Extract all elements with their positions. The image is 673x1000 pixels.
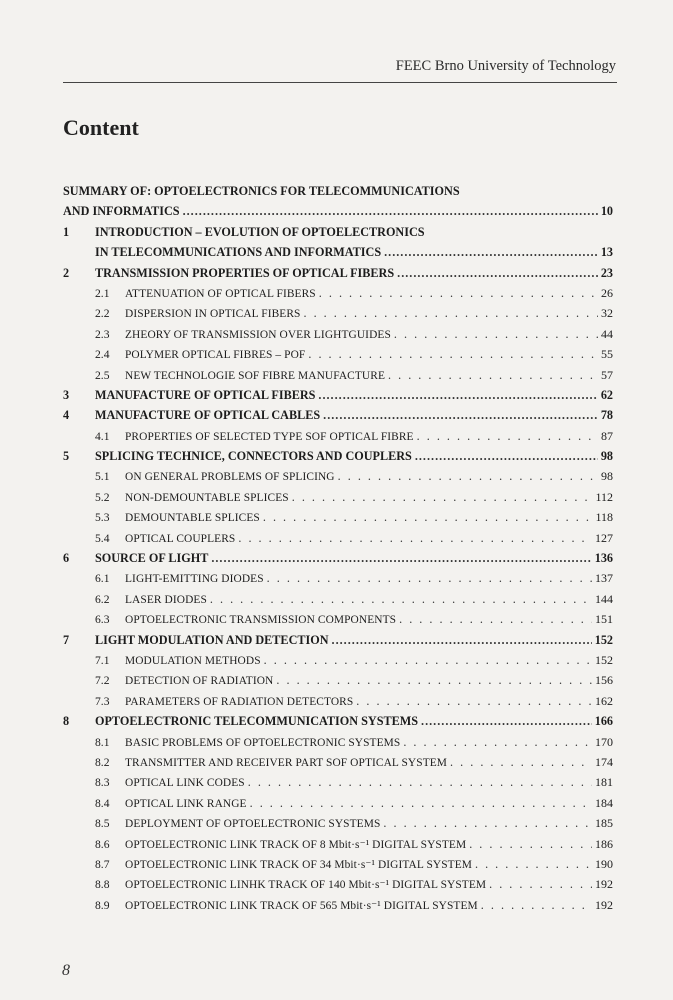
toc-page-number: 192 [595, 877, 613, 892]
toc-page-number: 127 [595, 530, 613, 545]
dot-leader [319, 283, 598, 303]
toc-chapter-4[interactable] [63, 405, 613, 425]
toc-section-5-3[interactable] [63, 507, 613, 527]
toc-section-8-4[interactable] [63, 793, 613, 813]
toc-chapter-1[interactable] [63, 242, 613, 262]
dot-leader [238, 528, 592, 548]
toc-page-number: 118 [595, 510, 613, 525]
toc-entry-title: OPTOELECTRONIC TRANSMISSION COMPONENTS [125, 614, 397, 627]
toc-page-number: 10 [600, 204, 613, 219]
toc-chapter-number: 3 [63, 387, 70, 402]
dot-leader [183, 201, 598, 221]
table-of-contents [63, 181, 613, 915]
dot-leader [417, 426, 598, 446]
toc-section-number: 5.1 [95, 470, 110, 484]
toc-page-number: 186 [595, 836, 613, 851]
toc-page-number: 152 [594, 632, 613, 647]
toc-page-number: 32 [601, 306, 613, 321]
toc-section-7-3[interactable] [63, 691, 613, 711]
toc-section-8-6[interactable] [63, 834, 613, 854]
toc-section-8-5[interactable] [63, 813, 613, 833]
toc-page-number: 78 [600, 408, 613, 423]
dot-leader [323, 405, 598, 425]
toc-chapter-6[interactable] [63, 548, 613, 568]
toc-chapter-3[interactable] [63, 385, 613, 405]
toc-section-6-1[interactable] [63, 568, 613, 588]
dot-leader [489, 874, 592, 894]
toc-entry-title: ON GENERAL PROBLEMS OF SPLICING [125, 471, 335, 484]
toc-section-number: 8.5 [95, 817, 110, 831]
dot-leader [397, 263, 598, 283]
dot-leader [248, 772, 592, 792]
toc-section-8-1[interactable] [63, 732, 613, 752]
toc-entry-title: MODULATION METHODS [125, 654, 261, 667]
toc-section-number: 8.6 [95, 837, 110, 851]
dot-leader [332, 630, 592, 650]
toc-section-6-3[interactable] [63, 609, 613, 629]
toc-section-number: 2.2 [95, 307, 110, 321]
toc-section-number: 8.4 [95, 796, 110, 810]
toc-section-number: 8.2 [95, 755, 110, 769]
toc-page-number: 98 [600, 449, 613, 464]
toc-entry-title: DETECTION OF RADIATION [125, 675, 274, 688]
toc-section-number: 8.7 [95, 857, 110, 871]
toc-section-5-4[interactable] [63, 528, 613, 548]
toc-chapter-number: 5 [63, 449, 70, 464]
toc-section-7-1[interactable] [63, 650, 613, 670]
dot-leader [469, 834, 592, 854]
toc-entry-title: OPTOELECTRONIC TELECOMMUNICATION SYSTEMS [95, 714, 419, 729]
toc-section-number: 7.3 [95, 694, 110, 708]
toc-chapter-number: 4 [63, 408, 70, 423]
dot-leader [264, 650, 592, 670]
toc-section-number: 7.1 [95, 653, 110, 667]
dot-leader [383, 813, 592, 833]
toc-section-number: 5.2 [95, 490, 110, 504]
toc-page-number: 13 [600, 245, 613, 260]
dot-leader [211, 548, 591, 568]
toc-page-number: 162 [595, 693, 613, 708]
dot-leader [250, 793, 592, 813]
toc-section-6-2[interactable] [63, 589, 613, 609]
toc-entry-title: DEPLOYMENT OF OPTOELECTRONIC SYSTEMS [125, 818, 381, 831]
toc-entry-title: DISPERSION IN OPTICAL FIBERS [125, 308, 301, 321]
toc-entry-title: LASER DIODES [125, 593, 207, 606]
toc-chapter-number: 2 [63, 265, 70, 280]
toc-entry-title: PARAMETERS OF RADIATION DETECTORS [125, 695, 354, 708]
toc-entry-title: NEW TECHNOLOGIE SOF FIBRE MANUFACTURE [125, 369, 385, 382]
toc-page-number: 190 [595, 856, 613, 871]
toc-section-number: 5.4 [95, 531, 110, 545]
dot-leader [308, 344, 598, 364]
toc-entry-title: LIGHT-EMITTING DIODES [125, 573, 264, 586]
toc-section-2-1[interactable] [63, 283, 613, 303]
toc-page-number: 185 [595, 816, 613, 831]
toc-section-5-2[interactable] [63, 487, 613, 507]
toc-section-number: 6.3 [95, 613, 110, 627]
toc-chapter-number: 8 [63, 714, 70, 729]
toc-section-2-4[interactable] [63, 344, 613, 364]
toc-entry-title: MANUFACTURE OF OPTICAL FIBERS [95, 387, 316, 402]
toc-entry-title: POLYMER OPTICAL FIBRES – POF [125, 349, 306, 362]
toc-entry-title: AND INFORMATICS [63, 204, 180, 219]
toc-entry-title: OPTICAL LINK RANGE [125, 797, 247, 810]
toc-section-number: 8.8 [95, 878, 110, 892]
toc-section-4-1[interactable] [63, 426, 613, 446]
toc-page-number: 170 [595, 734, 613, 749]
toc-chapters [63, 222, 613, 915]
dot-leader [415, 446, 598, 466]
dot-leader [384, 242, 598, 262]
toc-page-number: 112 [595, 489, 613, 504]
toc-entry-title: INTRODUCTION – EVOLUTION OF OPTOELECTRONICS [95, 224, 425, 239]
toc-entry-title: ZHEORY OF TRANSMISSION OVER LIGHTGUIDES [125, 328, 391, 341]
toc-page-number: 57 [601, 367, 613, 382]
toc-section-number: 2.3 [95, 327, 110, 341]
toc-entry-title: DEMOUNTABLE SPLICES [125, 512, 260, 525]
toc-section-number: 2.1 [95, 286, 110, 300]
toc-chapter-number: 1 [63, 224, 70, 239]
toc-page-number: 137 [595, 571, 613, 586]
toc-section-number: 6.1 [95, 572, 110, 586]
toc-section-number: 8.1 [95, 735, 110, 749]
toc-entry-title: OPTOELECTRONIC LINK TRACK OF 8 Mbit·s⁻¹ DIGITAL SYSTEM [125, 838, 467, 851]
toc-summary-line1[interactable] [63, 181, 613, 201]
toc-page-number: 44 [601, 326, 613, 341]
folio: 8 [62, 962, 70, 979]
toc-section-number: 7.2 [95, 674, 110, 688]
toc-entry-title: SPLICING TECHNICE, CONNECTORS AND COUPLERS [95, 449, 412, 464]
toc-section-2-2[interactable] [63, 303, 613, 323]
toc-page-number: 192 [595, 897, 613, 912]
toc-entry-title: MANUFACTURE OF OPTICAL CABLES [95, 408, 321, 423]
toc-section-8-2[interactable] [63, 752, 613, 772]
toc-section-number: 8.9 [95, 898, 110, 912]
toc-page-number: 174 [595, 754, 613, 769]
dot-leader [481, 895, 592, 915]
dot-leader [421, 711, 592, 731]
toc-page-number: 152 [595, 652, 613, 667]
dot-leader [403, 732, 592, 752]
toc-page-number: 184 [595, 795, 613, 810]
toc-chapter-1-line1[interactable] [63, 222, 613, 242]
toc-entry-title: OPTICAL LINK CODES [125, 777, 245, 790]
toc-section-8-9[interactable] [63, 895, 613, 915]
toc-summary-entry[interactable] [63, 201, 613, 221]
dot-leader [356, 691, 592, 711]
toc-entry-title: NON-DEMOUNTABLE SPLICES [125, 491, 289, 504]
toc-section-7-2[interactable] [63, 670, 613, 690]
toc-section-2-5[interactable] [63, 365, 613, 385]
page-title: Content [63, 115, 139, 140]
dot-leader [450, 752, 592, 772]
toc-section-8-7[interactable] [63, 854, 613, 874]
toc-entry-title: OPTOELECTRONIC LINHK TRACK OF 140 Mbit·s⁻¹ DIGITAL SYSTEM [125, 879, 487, 892]
dot-leader [338, 466, 598, 486]
toc-page-number: 166 [594, 714, 613, 729]
toc-chapter-7[interactable] [63, 630, 613, 650]
toc-section-number: 2.4 [95, 348, 110, 362]
dot-leader [475, 854, 592, 874]
toc-page-number: 181 [595, 775, 613, 790]
toc-entry-title: OPTICAL COUPLERS [125, 532, 236, 545]
header-divider [63, 82, 617, 83]
toc-entry-title: BASIC PROBLEMS OF OPTOELECTRONIC SYSTEMS [125, 736, 401, 749]
toc-entry-title: LIGHT MODULATION AND DETECTION [95, 632, 329, 647]
toc-chapter-number: 7 [63, 632, 70, 647]
toc-page-number: 26 [601, 285, 613, 300]
toc-entry-title: SUMMARY OF: OPTOELECTRONICS FOR TELECOMMUNICATIONS [63, 184, 460, 198]
dot-leader [303, 303, 598, 323]
dot-leader [267, 568, 592, 588]
toc-entry-title: PROPERTIES OF SELECTED TYPE SOF OPTICAL FIBRE [125, 430, 414, 443]
toc-section-number: 8.3 [95, 776, 110, 790]
dot-leader [318, 385, 597, 405]
toc-section-2-3[interactable] [63, 324, 613, 344]
toc-entry-title: TRANSMITTER AND RECEIVER PART SOF OPTICAL SYSTEM [125, 756, 448, 769]
toc-page-number: 98 [601, 469, 613, 484]
toc-page-number: 144 [595, 591, 613, 606]
dot-leader [394, 324, 598, 344]
toc-entry-title: ATTENUATION OF OPTICAL FIBERS [125, 287, 316, 300]
dot-leader [210, 589, 592, 609]
toc-section-number: 4.1 [95, 429, 110, 443]
toc-section-number: 6.2 [95, 592, 110, 606]
toc-entry-title: TRANSMISSION PROPERTIES OF OPTICAL FIBERS [95, 265, 395, 280]
toc-entry-title: SOURCE OF LIGHT [95, 551, 209, 566]
toc-page-number: 151 [595, 612, 613, 627]
toc-section-number: 5.3 [95, 511, 110, 525]
toc-page-number: 136 [594, 551, 613, 566]
toc-entry-title: IN TELECOMMUNICATIONS AND INFORMATICS [95, 245, 382, 260]
toc-chapter-5[interactable] [63, 446, 613, 466]
toc-section-5-1[interactable] [63, 466, 613, 486]
dot-leader [399, 609, 592, 629]
toc-page-number: 55 [601, 347, 613, 362]
toc-section-8-8[interactable] [63, 874, 613, 894]
dot-leader [292, 487, 593, 507]
toc-chapter-2[interactable] [63, 263, 613, 283]
dot-leader [263, 507, 593, 527]
toc-page-number: 23 [600, 265, 613, 280]
toc-entry-title: OPTOELECTRONIC LINK TRACK OF 565 Mbit·s⁻¹ DIGITAL SYSTEM [125, 899, 478, 912]
toc-section-8-3[interactable] [63, 772, 613, 792]
dot-leader [276, 670, 592, 690]
toc-page-number: 62 [600, 387, 613, 402]
toc-section-number: 2.5 [95, 368, 110, 382]
toc-page-number: 87 [601, 428, 613, 443]
toc-entry-title: OPTOELECTRONIC LINK TRACK OF 34 Mbit·s⁻¹ DIGITAL SYSTEM [125, 858, 472, 871]
toc-chapter-number: 6 [63, 551, 70, 566]
toc-page-number: 156 [595, 673, 613, 688]
dot-leader [388, 365, 598, 385]
running-header: FEEC Brno University of Technology [395, 58, 616, 74]
toc-chapter-8[interactable] [63, 711, 613, 731]
